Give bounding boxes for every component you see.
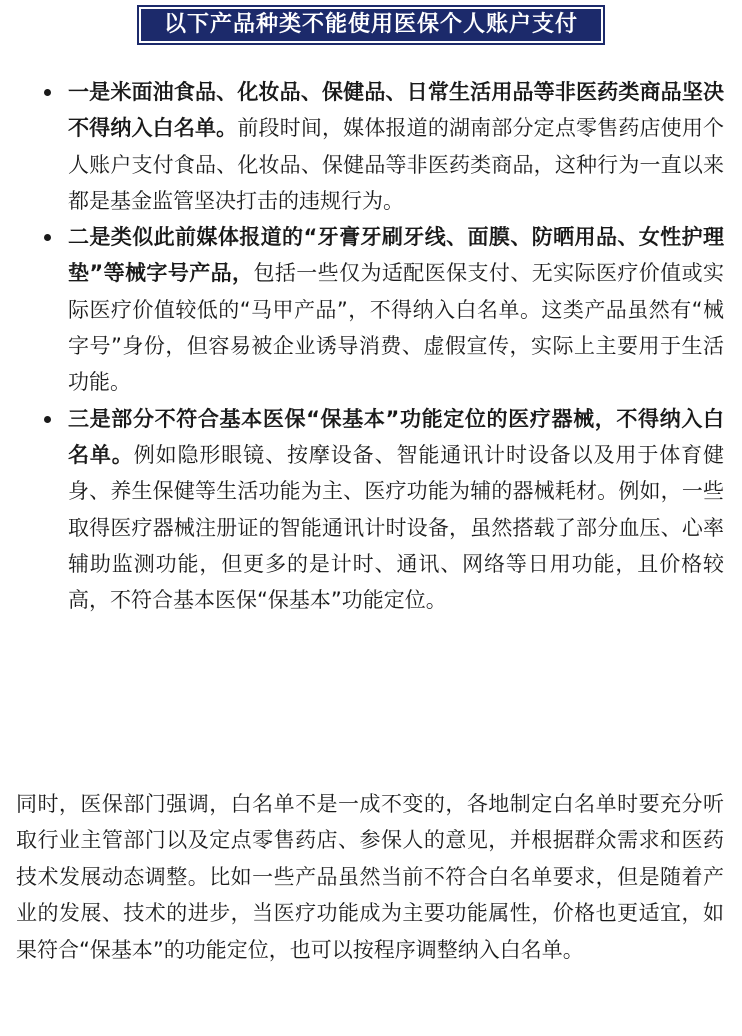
- list-item: [42, 401, 724, 619]
- list-item-heading: 三是部分不符合基本医保“保基本”功能定位的医疗器械，不得纳入白名单。: [68, 406, 724, 467]
- list-item-text: 前段时间，媒体报道的湖南部分定点零售药店使用个人账户支付食品、化妆品、保健品等非医药类商品，这种行为一直以来都是基金监管坚决打击的违规行为。: [68, 116, 725, 213]
- list-item-heading: 一是米面油食品、化妆品、保健品、日常生活用品等非医药类商品坚决不得纳入白名单。: [68, 80, 724, 141]
- list-item: [42, 74, 724, 219]
- list-item-text: 包括一些仅为适配医保支付、无实际医疗价值或实际医疗价值较低的“马甲产品”，不得纳入白名单。这类产品虽然有“械字号”身份，但容易被企业诱导消费、虚假宣传，实际上主要用于生活功能。: [68, 261, 724, 395]
- bullet-dot-icon: [44, 234, 51, 241]
- body-paragraph: 同时，医保部门强调，白名单不是一成不变的，各地制定白名单时要充分听取行业主管部门以及定点零售药店、参保人的意见，并根据群众需求和医药技术发展动态调整。比如一些产品虽然当前不符合白名单要求，但是随着产业的发展、技术的进步，当医疗功能成为主要功能属性，价格也更适宜，如果符合“保基本”的功能定位，也可以按程序调整纳入白名单。: [16, 792, 724, 962]
- list-item-text: 例如隐形眼镜、按摩设备、智能通讯计时设备以及用于体育健身、养生保健等生活功能为主、医疗功能为辅的器械耗材。例如，一些取得医疗器械注册证的智能通讯计时设备，虽然搭载了部分血压、心率辅助监测功能，但更多的是计时、通讯、网络等日用功能，且价格较高，不符合基本医保“保基本”功能定位。: [68, 442, 725, 613]
- title-banner: [137, 5, 605, 45]
- list-item-heading: 二是类似此前媒体报道的“牙膏牙刷牙线、面膜、防晒用品、女性护理垫”等械字号产品，: [68, 225, 724, 286]
- bullet-dot-icon: [44, 416, 51, 423]
- bullet-list: [42, 74, 724, 618]
- bullet-dot-icon: [44, 89, 51, 96]
- list-item: [42, 219, 724, 400]
- page-title: 以下产品种类不能使用医保个人账户支付: [141, 9, 601, 41]
